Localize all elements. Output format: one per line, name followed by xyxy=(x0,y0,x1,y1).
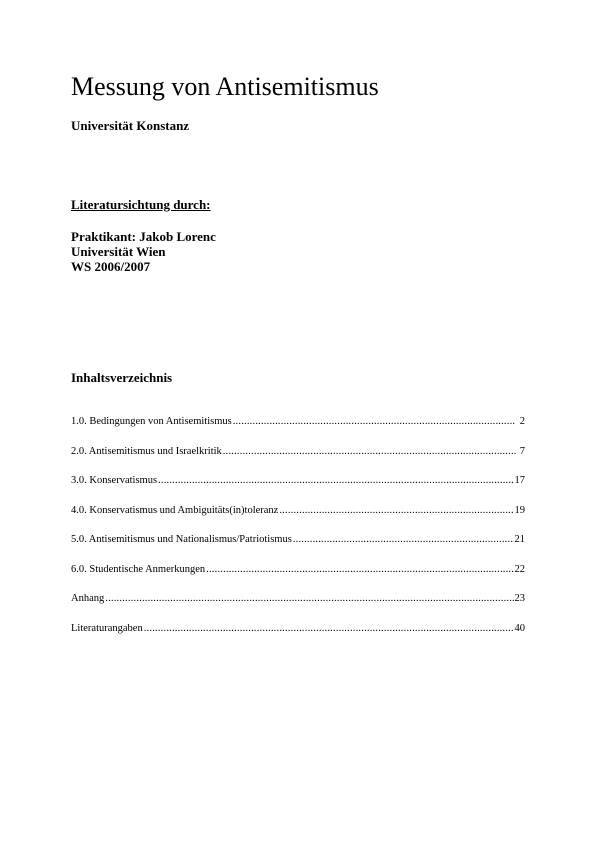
toc-leader-dots xyxy=(233,414,516,430)
toc-entry-page: 40 xyxy=(514,622,525,634)
toc-entry-page: 19 xyxy=(514,504,525,516)
toc-leader-dots xyxy=(158,473,513,489)
toc-entry[interactable] xyxy=(71,621,525,637)
author-block xyxy=(71,229,216,274)
toc-entry-label: 5.0. Antisemitismus und Nationalismus/Patriotismus xyxy=(71,534,292,545)
toc-entry-label: 3.0. Konservatismus xyxy=(71,475,158,486)
toc-leader-dots xyxy=(105,591,513,607)
toc-entry[interactable] xyxy=(71,503,525,519)
toc-entry[interactable] xyxy=(71,591,525,607)
toc-entry-page: 21 xyxy=(514,534,525,545)
toc-entry[interactable] xyxy=(71,414,525,430)
author-semester: WS 2006/2007 xyxy=(71,259,151,274)
toc-entry[interactable] xyxy=(71,562,525,578)
table-of-contents xyxy=(71,414,525,650)
toc-leader-dots xyxy=(223,444,516,460)
author-university: Universität Wien xyxy=(71,244,166,259)
toc-leader-dots xyxy=(206,562,513,578)
page-title: Messung von Antisemitismus xyxy=(71,72,379,101)
toc-leader-dots xyxy=(279,503,513,519)
toc-entry[interactable] xyxy=(71,532,525,548)
literature-review-heading: Literatursichtung durch: xyxy=(71,197,211,212)
toc-entry-page: 7 xyxy=(519,445,525,457)
toc-entry-label: 6.0. Studentische Anmerkungen xyxy=(71,563,206,575)
toc-entry-label: Literaturangaben xyxy=(71,622,143,634)
toc-entry-label: 1.0. Bedingungen von Antisemitismus xyxy=(71,416,232,427)
toc-entry-page: 2 xyxy=(519,416,525,427)
toc-heading: Inhaltsverzeichnis xyxy=(71,370,173,385)
toc-entry-label: 4.0. Konservatismus und Ambiguitäts(in)toleranz xyxy=(71,504,279,516)
toc-entry-page: 23 xyxy=(514,593,525,604)
author-line: Praktikant: Jakob Lorenc xyxy=(71,229,216,244)
toc-leader-dots xyxy=(144,621,514,637)
toc-entry-page: 22 xyxy=(514,563,525,575)
toc-entry[interactable] xyxy=(71,444,525,460)
toc-leader-dots xyxy=(293,532,514,548)
toc-entry-label: Anhang xyxy=(71,593,105,604)
toc-entry-page: 17 xyxy=(514,475,525,486)
institution-name: Universität Konstanz xyxy=(71,118,190,133)
toc-entry[interactable] xyxy=(71,473,525,489)
toc-entry-label: 2.0. Antisemitismus und Israelkritik xyxy=(71,445,222,457)
